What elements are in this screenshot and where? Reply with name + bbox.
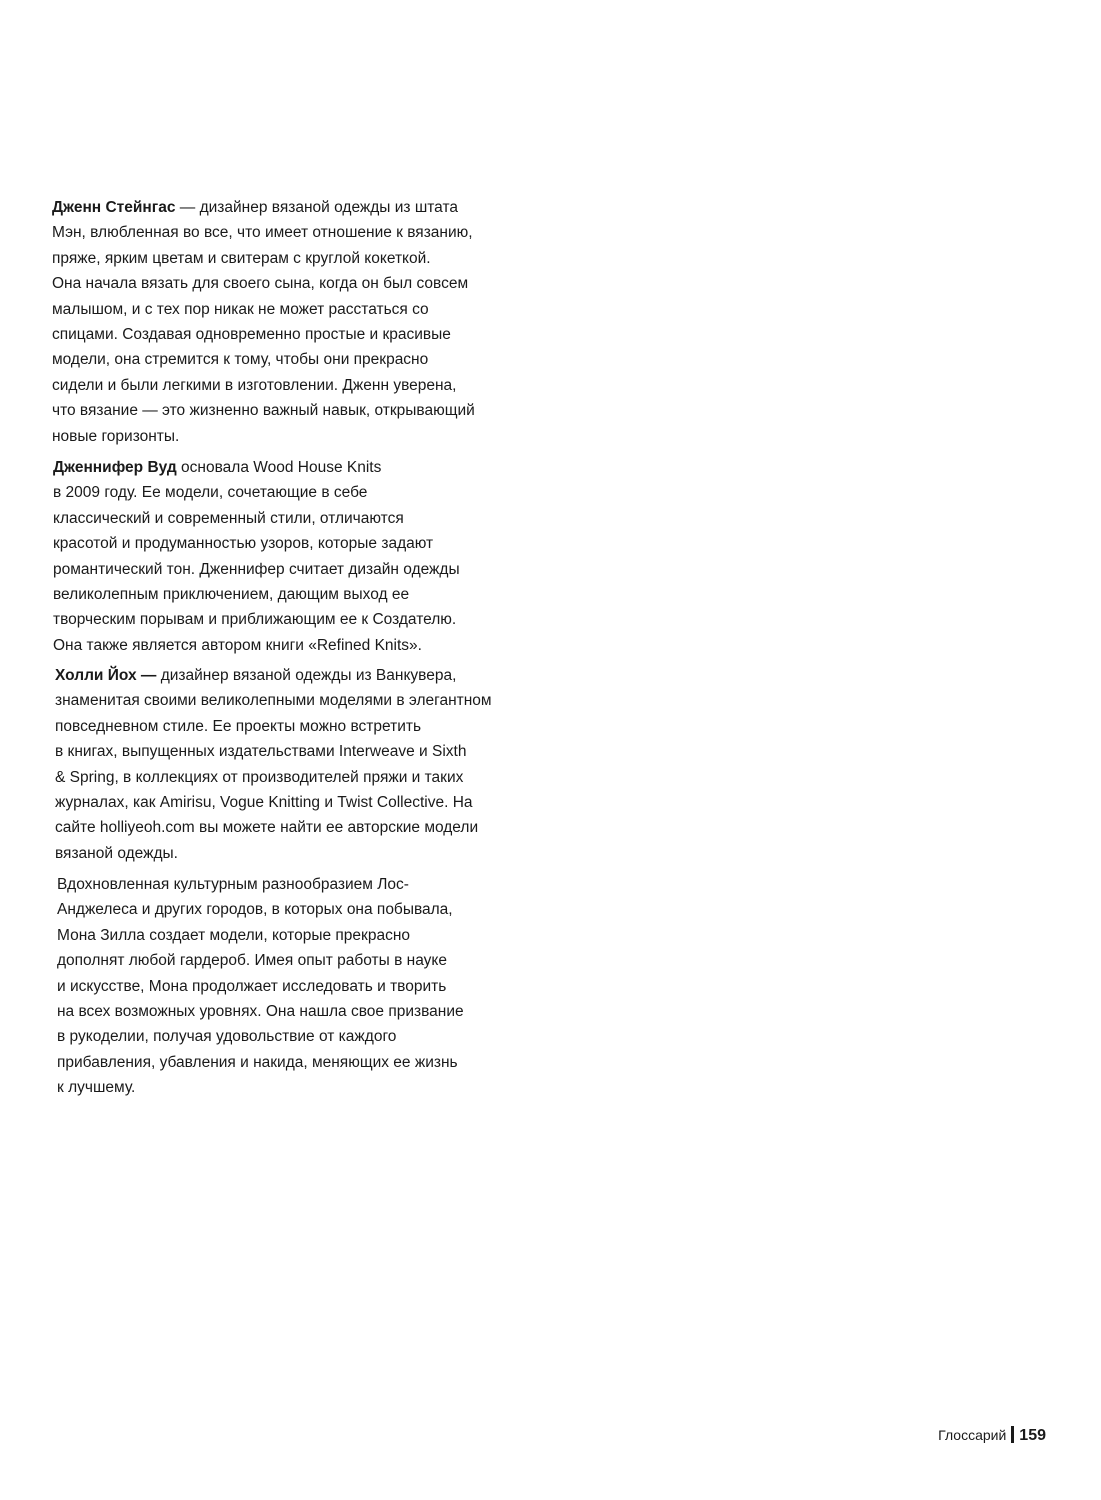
bio-line: & Spring, в коллекциях от производителей пряжи и таких xyxy=(55,768,464,786)
bio-line: сидели и были легкими в изготовлении. Дженн уверена, xyxy=(52,376,457,394)
bio-line: на всех возможных уровнях. Она нашла свое призвание xyxy=(57,1003,464,1021)
bio-line: знаменитая своими великолепными моделями в элегантном xyxy=(55,692,492,710)
bio-line: творческим порывам и приближающим ее к Создателю. xyxy=(53,611,457,629)
footer-section-title: Глоссарий xyxy=(938,1427,1007,1443)
bio-line: классический и современный стили, отличаются xyxy=(53,509,404,527)
bio-line: пряже, ярким цветам и свитерам с круглой кокеткой. xyxy=(52,249,431,267)
bio-line: в 2009 году. Ее модели, сочетающие в себе xyxy=(53,484,368,502)
bio-line: Она также является автором книги «Refined Knits». xyxy=(53,636,422,654)
bio-line: вязаной одежды. xyxy=(55,844,178,862)
bio-line: Мона Зилла создает модели, которые прекрасно xyxy=(57,926,410,944)
bio-line: новые горизонты. xyxy=(52,427,180,445)
bio-mona-zilla xyxy=(57,872,527,1101)
bio-line: к лучшему. xyxy=(57,1079,136,1097)
bio-line: в рукоделии, получая удовольствие от каждого xyxy=(57,1028,397,1046)
bio-line: романтический тон. Дженнифер считает дизайн одежды xyxy=(53,560,460,578)
bio-line: повседневном стиле. Ее проекты можно встретить xyxy=(55,717,422,735)
page-number: 159 xyxy=(1019,1427,1046,1444)
bio-line: красотой и продуманностью узоров, которые задают xyxy=(53,535,434,553)
bio-line: журналах, как Amirisu, Vogue Knitting и Twist Collective. На xyxy=(55,794,473,812)
bio-line: прибавления, убавления и накида, меняющих ее жизнь xyxy=(57,1053,458,1071)
bio-line: Холли Йох — дизайнер вязаной одежды из Ванкувера, xyxy=(55,667,457,684)
bio-jennifer-wood xyxy=(53,455,523,658)
bio-line: Она начала вязать для своего сына, когда он был совсем xyxy=(52,275,469,293)
bio-line: великолепным приключением, дающим выход ее xyxy=(53,586,410,604)
bio-line: в книгах, выпущенных издательствами Interweave и Sixth xyxy=(55,743,467,761)
bio-line: Дженн Стейнгас — дизайнер вязаной одежды из штата xyxy=(52,199,459,216)
bio-jenn-steingass xyxy=(52,195,522,449)
bio-line: малышом, и с тех пор никак не может расстаться со xyxy=(52,300,429,318)
bio-line: Дженнифер Вуд основала Wood House Knits xyxy=(53,459,382,476)
bio-line: что вязание — это жизненно важный навык, открывающий xyxy=(52,402,475,420)
bio-line: Мэн, влюбленная во все, что имеет отношение к вязанию, xyxy=(52,224,473,242)
bio-line: модели, она стремится к тому, чтобы они прекрасно xyxy=(52,351,429,369)
bio-name: Холли Йох — xyxy=(55,667,157,684)
bio-line: и искусстве, Мона продолжает исследовать и творить xyxy=(57,977,447,995)
bio-line: Анджелеса и других городов, в которых она побывала, xyxy=(57,901,453,919)
page-footer xyxy=(938,1424,1046,1447)
bio-name: Дженн Стейнгас xyxy=(52,199,176,216)
bio-line: спицами. Создавая одновременно простые и красивые xyxy=(52,326,451,344)
bio-line: Вдохновленная культурным разнообразием Лос- xyxy=(57,876,409,893)
bio-holli-yeoh xyxy=(55,663,525,866)
footer-divider xyxy=(1011,1426,1014,1443)
bio-name: Дженнифер Вуд xyxy=(53,459,177,476)
bio-line: сайте holliyeoh.com вы можете найти ее авторские модели xyxy=(55,819,479,837)
bio-line: дополнят любой гардероб. Имея опыт работы в науке xyxy=(57,952,447,970)
